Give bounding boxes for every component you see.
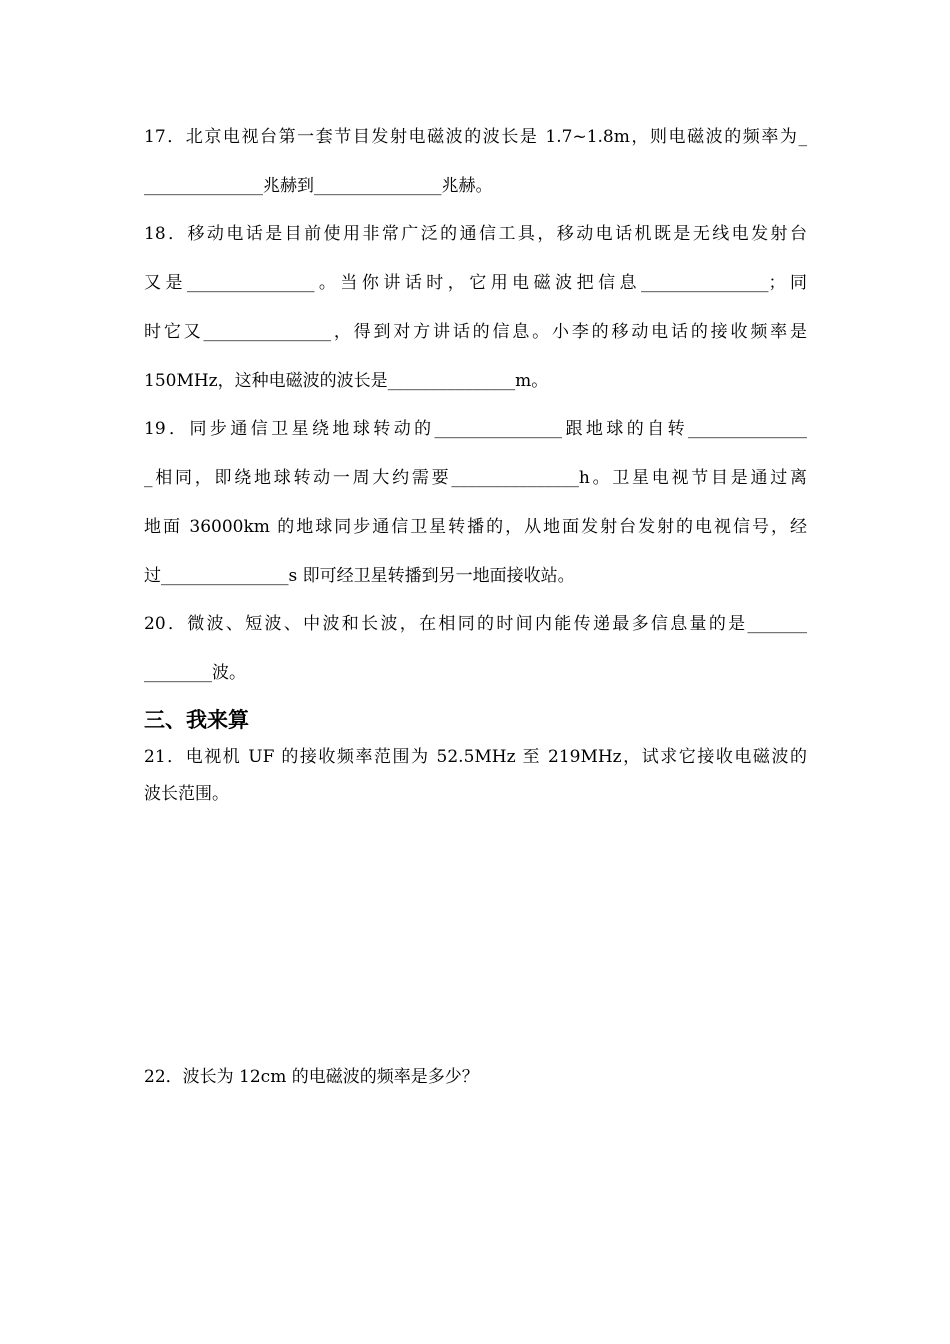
q18-line-1: 18．移动电话是目前使用非常广泛的通信工具，移动电话机既是无线电发射台 [144,224,807,244]
q21-line-1: 21．电视机 UF 的接收频率范围为 52.5MHz 至 219MHz，试求它接收电磁波的 [144,747,807,767]
q22-line-1: 22．波长为 12cm 的电磁波的频率是多少？ [144,1067,479,1087]
q20-line-1: 20．微波、短波、中波和长波，在相同的时间内能传递最多信息量的是_______ [144,614,807,634]
q21-line-2: 波长范围。 [144,784,229,804]
q18-line-2: 又是_______________。当你讲话时，它用电磁波把信息_______________；同 [144,273,807,293]
q20-line-2: ________波。 [144,663,246,683]
q17-line-2: ______________兆赫到_______________兆赫。 [144,176,493,196]
q19-line-1: 19．同步通信卫星绕地球转动的_______________跟地球的自转______________ [144,419,807,439]
section-3-heading: 三、我来算 [144,708,249,732]
q19-line-3: 地面 36000km 的地球同步通信卫星转播的，从地面发射台发射的电视信号，经 [144,517,807,537]
q18-line-4: 150MHz，这种电磁波的波长是_______________m。 [144,371,549,391]
q19-line-2: _相同，即绕地球转动一周大约需要_______________h。卫星电视节目是通过离 [144,468,807,488]
q18-line-3: 时它又_______________，得到对方讲话的信息。小李的移动电话的接收频率是 [144,322,807,342]
q19-line-4: 过_______________s 即可经卫星转播到另一地面接收站。 [144,566,575,586]
q17-line-1: 17．北京电视台第一套节目发射电磁波的波长是 1.7~1.8m，则电磁波的频率为_ [144,127,807,147]
